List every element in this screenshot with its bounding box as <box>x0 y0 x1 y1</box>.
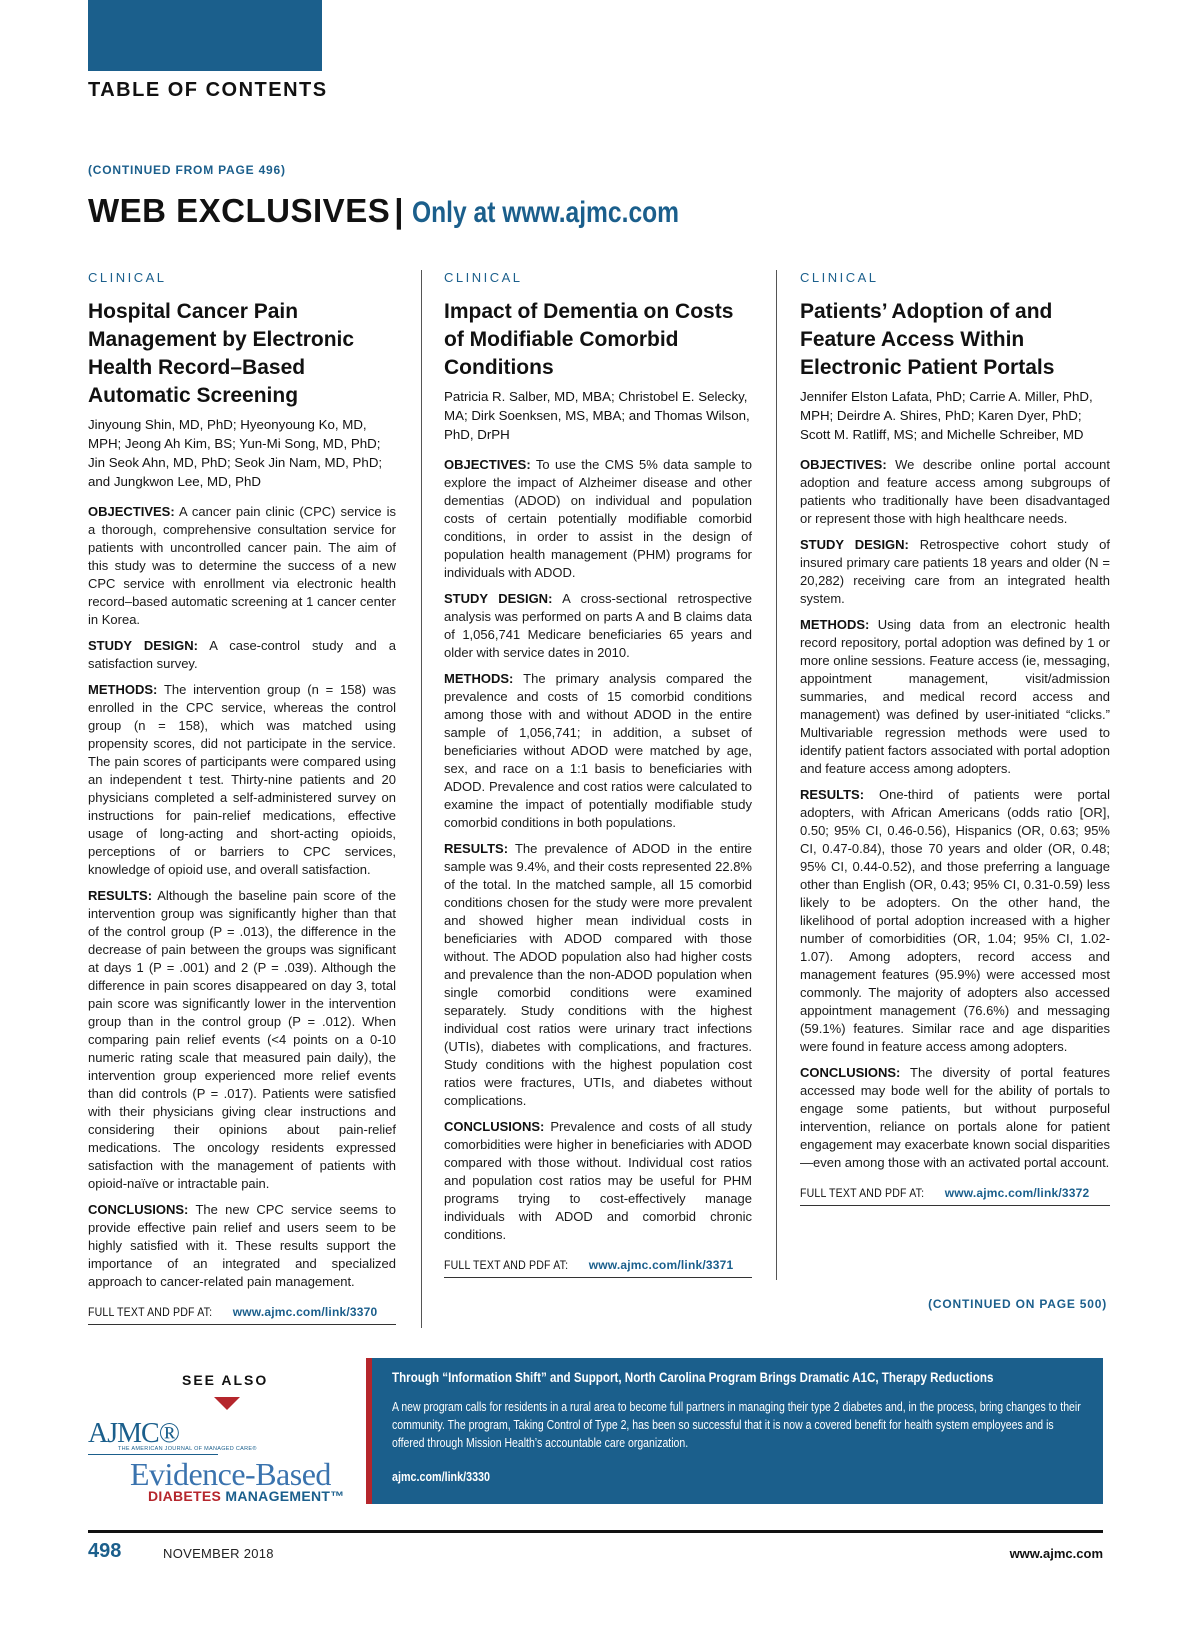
abstract-label: RESULTS: <box>800 787 865 802</box>
see-also-promo-box <box>366 1358 1103 1504</box>
abstract-label: STUDY DESIGN: <box>88 638 198 653</box>
abstract-text: The new CPC service seems to provide effective pain relief and users seem to be highly satisfied with it. These results support the importance of an integrated and specialized approach to cancer-related pain management. <box>88 1202 396 1289</box>
abstract-text: Prevalence and costs of all study comorbidities were higher in beneficiaries with ADOD compared with those without. Individual cost ratios and population cost ratios may be useful for PHM programs trying to cost-effectively manage individuals with ADOD and comorbid chronic conditions. <box>444 1119 752 1242</box>
article-category: CLINICAL <box>800 270 879 285</box>
ajmc-logo-subtext: THE AMERICAN JOURNAL OF MANAGED CARE® <box>118 1446 257 1452</box>
abstract-text: The primary analysis compared the prevalence and costs of 15 comorbid conditions among those with and without ADOD in the entire sample of 1,056,741; in addition, a subset of beneficiaries without ADOD were matched by age, sex, and race on a 1:1 basis to beneficiaries with ADOD. Prevalence and cost ratios were calculated to examine the impact of potentially modifiable study comorbid conditions in both populations. <box>444 671 752 830</box>
fulltext-label: FULL TEXT AND PDF AT: <box>444 1258 569 1272</box>
abstract-label: OBJECTIVES: <box>444 457 531 472</box>
abstract-methods <box>88 681 396 879</box>
article-column-2 <box>444 270 752 1278</box>
promo-title[interactable]: Through “Information Shift” and Support, North Carolina Program Brings Dramatic A1C, Therapy Reductions <box>392 1370 994 1385</box>
article-category: CLINICAL <box>444 270 523 285</box>
section-title-text: WEB EXCLUSIVES <box>88 192 391 229</box>
promo-link[interactable]: ajmc.com/link/3330 <box>392 1470 490 1484</box>
abstract-objectives <box>444 456 752 582</box>
continued-from-label: (CONTINUED FROM PAGE 496) <box>88 163 286 177</box>
abstract-label: RESULTS: <box>88 888 153 903</box>
abstract-text: The diversity of portal features accessed may bode well for the ability of portals to engage some patients, but without purposeful intervention, reliance on portals alone for patient engagement may exacerbate known social disparities—even among those with an activated portal account. <box>800 1065 1110 1170</box>
abstract-conclusions <box>88 1201 396 1291</box>
abstract-text: A cross-sectional retrospective analysis was performed on parts A and B claims data of 1,056,741 Medicare beneficiaries 65 years and older with service dates in 2010. <box>444 591 752 660</box>
fulltext-link[interactable]: www.ajmc.com/link/3370 <box>232 1305 378 1319</box>
abstract-results <box>88 887 396 1193</box>
promo-body: A new program calls for residents in a rural area to become full partners in managing their type 2 diabetes and, in the process, bring changes to their community. The program, Taking Control of Type 2, has been so successful that it is now a covered benefit for health system employees and is offered through Mission Health’s accountable care organization. <box>392 1400 1081 1450</box>
abstract-label: CONCLUSIONS: <box>800 1065 901 1080</box>
article-authors: Patricia R. Salber, MD, MBA; Christobel E. Selecky, MA; Dirk Soenksen, MS, MBA; and Thomas Wilson, PhD, DrPH <box>444 389 750 442</box>
evidence-based-text: Evidence-Based <box>130 1456 331 1492</box>
abstract-methods <box>800 616 1110 778</box>
fulltext-label: FULL TEXT AND PDF AT: <box>800 1186 925 1200</box>
abstract-results <box>444 840 752 1110</box>
diabetes-management-text <box>148 1488 345 1504</box>
triangle-down-icon <box>214 1397 240 1410</box>
abstract-text: We describe online portal account adoption and feature access among subgroups of patients who traditionally have been disadvantaged or represent those with high healthcare needs. <box>800 457 1110 526</box>
footer-site-link[interactable]: www.ajmc.com <box>1009 1546 1103 1561</box>
abstract-label: STUDY DESIGN: <box>444 591 553 606</box>
see-also-label: SEE ALSO <box>182 1372 269 1388</box>
abstract-study-design <box>800 536 1110 608</box>
issue-date: NOVEMBER 2018 <box>163 1546 274 1561</box>
continued-on-label: (CONTINUED ON PAGE 500) <box>928 1297 1107 1311</box>
toc-label: TABLE OF CONTENTS <box>88 79 328 101</box>
management-word: MANAGEMENT™ <box>225 1488 345 1504</box>
abstract-conclusions <box>800 1064 1110 1172</box>
abstract-label: STUDY DESIGN: <box>800 537 909 552</box>
page-number: 498 <box>88 1540 122 1562</box>
abstract-label: OBJECTIVES: <box>800 457 887 472</box>
header-color-bar <box>88 0 322 71</box>
article-column-3 <box>800 270 1110 1206</box>
fulltext-line <box>800 1186 1110 1206</box>
article-category: CLINICAL <box>88 270 167 285</box>
abstract-text: The prevalence of ADOD in the entire sample was 9.4%, and their costs represented 22.8% of the total. In the matched sample, all 15 comorbid conditions chosen for the study were more prevalent and showed higher mean individual costs in beneficiaries with ADOD compared with those without. The ADOD population also had higher costs and prevalence than the non-ADOD population when single comorbid conditions were examined separately. Study conditions with the highest individual cost ratios were urinary tract infections (UTIs), diabetes with complications, and fractures. Study conditions with the highest population cost ratios were fractures, UTIs, and diabetes without complications. <box>444 841 752 1108</box>
column-divider <box>776 270 777 1280</box>
article-authors: Jinyoung Shin, MD, PhD; Hyeonyoung Ko, MD, MPH; Jeong Ah Kim, BS; Yun-Mi Song, MD, PhD; Jin Seok Ahn, MD, PhD; Seok Jin Nam, MD, PhD; and Jungkwon Lee, MD, PhD <box>88 417 383 489</box>
section-site: Only at www.ajmc.com <box>411 196 679 229</box>
article-authors: Jennifer Elston Lafata, PhD; Carrie A. Miller, PhD, MPH; Deirdre A. Shires, PhD; Karen Dyer, PhD; Scott M. Ratliff, MS; and Michelle Schreiber, MD <box>800 389 1093 442</box>
abstract-objectives <box>88 503 396 629</box>
abstract-label: METHODS: <box>88 682 158 697</box>
title-separator: | <box>394 192 404 229</box>
abstract-label: METHODS: <box>800 617 870 632</box>
promo-accent-bar <box>366 1358 372 1504</box>
article-title[interactable]: Impact of Dementia on Costs of Modifiable Comorbid Conditions <box>444 300 734 379</box>
abstract-results <box>800 786 1110 1056</box>
fulltext-link[interactable]: www.ajmc.com/link/3372 <box>944 1186 1090 1200</box>
abstract-text: One-third of patients were portal adopters, with African Americans (odds ratio [OR], 0.50; 95% CI, 0.46-0.56), Hispanics (OR, 0.63; 95% CI, 0.47-0.84), those 70 years and older (OR, 0.48; 95% CI, 0.44-0.52), and those preferring a language other than English (OR, 0.43; 95% CI, 0.31-0.59) less likely to be adopters. On the other hand, the likelihood of portal adoption increased with a higher number of comorbidities (OR, 1.04; 95% CI, 1.02-1.07). Among adopters, record access and management features (95.9%) were accessed most commonly. The majority of adopters also accessed appointment management (76.6%) and messaging (59.1%) features. Similar race and age disparities were found in feature access among adopters. <box>800 787 1110 1054</box>
abstract-text: Retrospective cohort study of insured primary care patients 18 years and older (N = 20,282) receiving care from an integrated health system. <box>800 537 1110 606</box>
abstract-objectives <box>800 456 1110 528</box>
abstract-text: Although the baseline pain score of the intervention group was significantly higher than that of the control group (P = .013), the difference in the decrease of pain between the groups was significant at days 1 (P = .001) and 2 (P = .039). Although the difference in pain scores disappeared on day 3, total pain score was significantly lower in the intervention group than in the control group (P = .012). When comparing pain relief events (<4 points on a 0-10 numeric rating scale that measured pain daily), the intervention group experienced more relief events than did controls (P = .017). Patients were satisfied with their physicians giving clear instructions and considering their opinions about pain-relief medications. The oncology residents expressed satisfaction with the management of patients with opioid-naïve or intractable pain. <box>88 888 396 1191</box>
abstract-conclusions <box>444 1118 752 1244</box>
ajmc-logo-text: AJMC® <box>88 1418 179 1449</box>
abstract-label: CONCLUSIONS: <box>88 1202 189 1217</box>
abstract-label: RESULTS: <box>444 841 509 856</box>
fulltext-label: FULL TEXT AND PDF AT: <box>88 1305 213 1319</box>
article-title[interactable]: Patients’ Adoption of and Feature Access Within Electronic Patient Portals <box>800 300 1055 379</box>
abstract-text: The intervention group (n = 158) was enrolled in the CPC service, whereas the control group (n = 158), which was matched using propensity scores, did not participate in the service. The pain scores of participants were compared using an independent t test. Thirty-nine patients and 20 physicians completed a self-administered survey on instructions for pain-relief medications, effective usage of long-acting and short-acting opioids, perceptions of or barriers to CPC services, knowledge of opioid use, and overall satisfaction. <box>88 682 396 877</box>
abstract-text: Using data from an electronic health record repository, portal adoption was defined by 1 or more online sessions. Feature access (ie, messaging, appointment management, visit/admission summaries, and medical record access and management) was defined by user-initiated “clicks.” Multivariable regression methods were used to identify patient factors associated with portal adoption and feature access among adopters. <box>800 617 1110 776</box>
article-column-1 <box>88 270 396 1325</box>
abstract-text: To use the CMS 5% data sample to explore the impact of Alzheimer disease and other dementias (ADOD) on individual and population costs of certain potentially modifiable comorbid conditions, in order to assist in the design of population health management (PHM) programs for individuals with ADOD. <box>444 457 752 580</box>
abstract-label: CONCLUSIONS: <box>444 1119 545 1134</box>
abstract-text: A case-control study and a satisfaction survey. <box>88 638 397 671</box>
footer-rule <box>88 1530 1103 1533</box>
ebdm-logo <box>88 1418 360 1504</box>
column-divider <box>421 270 422 1328</box>
section-title <box>88 192 738 230</box>
fulltext-link[interactable]: www.ajmc.com/link/3371 <box>588 1258 734 1272</box>
logo-rule <box>88 1454 218 1455</box>
fulltext-line <box>444 1258 752 1278</box>
abstract-text: A cancer pain clinic (CPC) service is a thorough, comprehensive consultation service for patients with uncontrolled cancer pain. The aim of this study was to determine the success of a new CPC service with enrollment via electronic health record–based automatic screening at 1 cancer center in Korea. <box>88 504 396 627</box>
abstract-label: OBJECTIVES: <box>88 504 175 519</box>
abstract-methods <box>444 670 752 832</box>
abstract-study-design <box>444 590 752 662</box>
fulltext-line <box>88 1305 396 1325</box>
diabetes-word: DIABETES <box>148 1488 222 1504</box>
abstract-label: METHODS: <box>444 671 514 686</box>
article-title[interactable]: Hospital Cancer Pain Management by Electronic Health Record–Based Automatic Screening <box>88 300 355 407</box>
abstract-study-design <box>88 637 396 673</box>
